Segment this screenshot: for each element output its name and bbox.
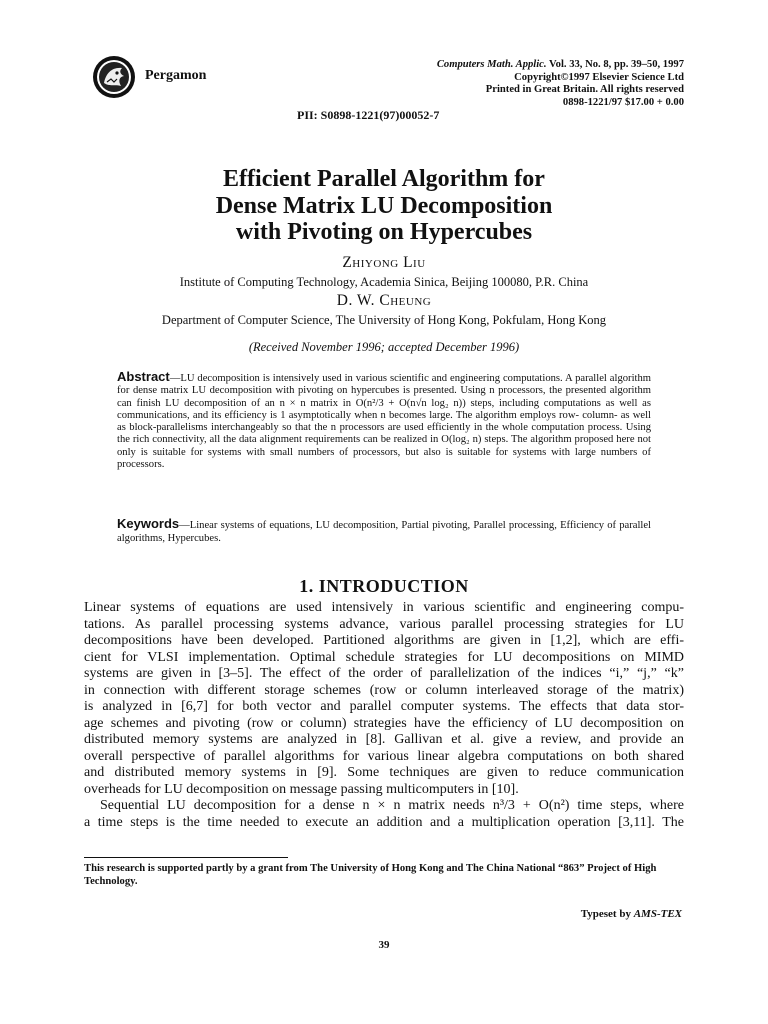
body-line: distributed memory systems are analyzed in [8]. Gallivan et al. give a review, and provide an [84, 732, 684, 747]
keywords-label: Keywords [117, 516, 180, 531]
keywords [117, 517, 651, 545]
body-line: Linear systems of equations are used intensively in various scientific and engineering compu- [84, 600, 684, 615]
footnote-rule [84, 857, 288, 858]
publisher-name: Pergamon [145, 68, 207, 83]
body-line: overall perspective of parallel algorithms for various linear algebra computations on both shared [84, 748, 684, 764]
page-number: 39 [378, 939, 390, 951]
body-line: is analyzed in [6,7] for both vector and parallel computer systems. The effects that data stor- [84, 699, 684, 714]
pii-identifier: PII: S0898-1221(97)00052-7 [297, 108, 440, 122]
received-dates: (Received November 1996; accepted December 1996) [248, 340, 520, 354]
pergamon-logo-icon [92, 55, 136, 99]
body-line: cient for VLSI implementation. Optimal schedule strategies for LU decompositions on MIMD [84, 649, 684, 665]
journal-name: Computers Math. Applic. [436, 59, 547, 70]
body-line: decompositions have been developed. Partitioned algorithms are given in [1,2], which are effi- [84, 633, 684, 648]
typeset-system: AMS-TEX [633, 908, 682, 920]
body-line: systems are given in [3–5]. The effect of the order of parallelization of the indices “i,” “j,” “k” [84, 666, 684, 681]
author-affiliation: Department of Computer Science, The University of Hong Kong, Pokfulam, Hong Kong [161, 313, 607, 327]
title-line: Dense Matrix LU Decomposition [215, 192, 553, 219]
author-affiliation: Institute of Computing Technology, Academia Sinica, Beijing 100080, P.R. China [179, 275, 589, 289]
footnote: This research is supported partly by a grant from The University of Hong Kong and The China National “863” Project of High Technology. [84, 863, 657, 887]
body-line: age schemes and pivoting (row or column) strategies have the efficiency of LU decomposition on [84, 715, 684, 731]
issn-price: 0898-1221/97 $17.00 + 0.00 [562, 96, 684, 108]
paper-title [0, 166, 768, 246]
title-line: Efficient Parallel Algorithm for [223, 166, 545, 192]
printed-line: Printed in Great Britain. All rights reserved [485, 84, 684, 96]
author-name: D. W. Cheung [336, 292, 432, 309]
body-line: a time steps is the time needed to execute an addition and a multiplication operation [3,11]. The [84, 814, 684, 830]
body-line: in connection with different storage schemes (row or column interleaved storage of the matrix) [84, 682, 684, 698]
body-line: Sequential LU decomposition for a dense n × n matrix needs n³/3 + O(n²) time steps, where [100, 798, 684, 813]
section-heading: 1. INTRODUCTION [299, 576, 469, 596]
typeset-prefix: Typeset by [580, 908, 631, 920]
abstract-label: Abstract [117, 369, 170, 384]
body-line: overheads for LU decomposition on message passing multicomputers in [10]. [84, 781, 519, 797]
body-line: and distributed memory systems in [9]. Some techniques are given to reduce communication [84, 765, 684, 780]
section-body [84, 600, 684, 831]
journal-volume: Vol. 33, No. 8, pp. 39–50, 1997 [549, 59, 684, 70]
abstract-text: —LU decomposition is intensively used in various scientific and engineering computations. A parallel algorithm for dense matrix LU decomposition with pivoting on hypercubes is presented. Using n processors, the presented algorithm can finish LU decomposition of an n × n matrix in O(n²/3 + O(n√n log₂ n)) steps, including computations as well as communications, and its efficiency is 1 asymptotically when n becomes large. The algorithm employs row- column- as well as block-parallelisms interchangeably so that the n processors are used efficiently in the whole computation process. Using the rich connectivity, all the data alignment requirements can be realized in O(log₂ n) steps. The algorithm proposed here not only is suitable for systems with small numbers of processors, but also is suitable for systems with large numbers of processors. [117, 373, 651, 471]
author-name: Zhiyong Liu [342, 254, 426, 271]
journal-citation [437, 59, 684, 72]
body-line: tations. As parallel processing systems advance, various parallel processing strategies for LU [84, 616, 684, 632]
title-line: with Pivoting on Hypercubes [235, 219, 533, 245]
typeset-credit [581, 908, 682, 920]
journal-info [437, 59, 684, 109]
abstract [117, 371, 651, 471]
keywords-text: —Linear systems of equations, LU decomposition, Partial pivoting, Parallel processing, Efficiency of parallel algorithms, Hypercubes. [117, 520, 651, 544]
copyright-line: Copyright©1997 Elsevier Science Ltd [514, 71, 684, 83]
